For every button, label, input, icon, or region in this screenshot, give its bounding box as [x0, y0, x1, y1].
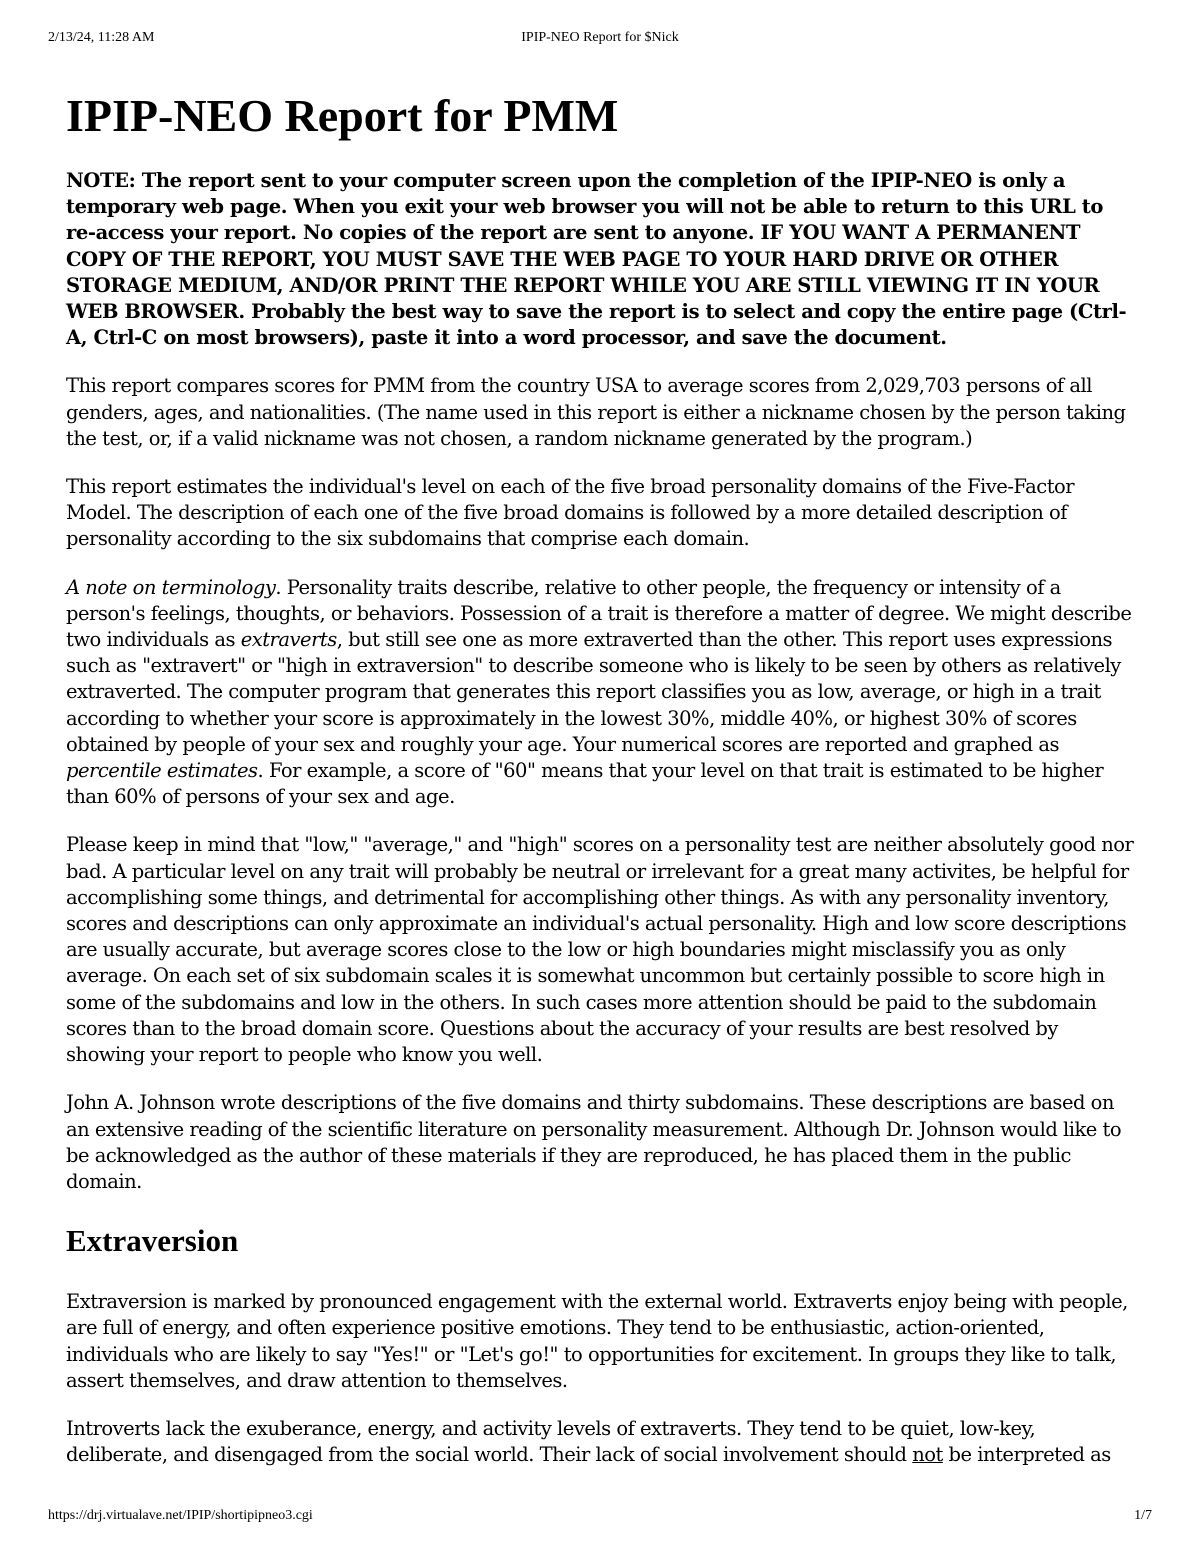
- extraversion-heading: Extraversion: [66, 1223, 239, 1259]
- terminology-text-3: . For example, a score of "60" means that your level on that trait is estimated to be higher than 60% of persons of your sex and age.: [66, 759, 1104, 809]
- print-url: https://drj.virtualave.net/IPIP/shortipipneo3.cgi: [48, 1508, 313, 1523]
- intro-paragraph-2: This report estimates the individual's level on each of the five broad personality domains of the Five-Factor Model. The description of each one of the five broad domains is followed by a more detailed description of personality according to the six subdomains that comprise each domain.: [66, 475, 1075, 551]
- extraversion-text-1: Introverts lack the exuberance, energy, and activity levels of extraverts. They tend to be quiet, low-key, deliberate, and disengaged from the social world. Their lack of social involvement should: [66, 1416, 1036, 1467]
- report-title: IPIP-NEO Report for PMM: [66, 90, 619, 141]
- terminology-text-1: . Personality traits describe, relative to other people, the frequency or intensity of a person's feelings, thoughts, or behaviors. Possession of a trait is therefore a matter of degree. We might describe two individuals as: [66, 575, 1132, 652]
- page-number: 1/7: [1134, 1508, 1152, 1523]
- extraversion-text-2: be interpreted as: [942, 1443, 1111, 1467]
- terminology-emphasis-2: percentile estimates: [66, 759, 258, 783]
- intro-paragraph-1: This report compares scores for PMM from the country USA to average scores from 2,029,703 persons of all genders, ages, and nationalities. (The name used in this report is either a nickname chosen by the person taking the test, or, if a valid nickname was not chosen, a random nickname generated by the program.): [66, 374, 1126, 450]
- save-report-note: NOTE: The report sent to your computer screen upon the completion of the IPIP-NEO is only a temporary web page. When you exit your web browser you will not be able to return to this URL to re-access your report. No copies of the report are sent to anyone. IF YOU WANT A PERMANENT COPY OF THE REPORT, YOU MUST SAVE THE WEB PAGE TO YOUR HARD DRIVE OR OTHER STORAGE MEDIUM, AND/OR PRINT THE REPORT WHILE YOU ARE STILL VIEWING IT IN YOUR WEB BROWSER. Probably the best way to save the report is to select and copy the entire page (Ctrl-A, Ctrl-C on most browsers), paste it into a word processor, and save the document.: [66, 169, 1127, 350]
- print-date: 2/13/24, 11:28 AM: [48, 30, 155, 45]
- report-content: [66, 88, 1136, 1490]
- print-header: [48, 30, 1152, 50]
- terminology-text-2: , but still see one as more extraverted than the other. This report uses expressions such as "extravert" or "high in extraversion" to describe someone who is likely to be seen by others as relatively extraverted. The computer program that generates this report classifies you as low, average, or high in a trait according to whether your score is approximately in the lowest 30%, middle 40%, or highest 30% of scores obtained by people of your sex and roughly your age. Your numerical scores are reported and graphed as: [66, 628, 1121, 756]
- terminology-lead: A note on terminology: [66, 575, 276, 599]
- extraversion-paragraph-1: Extraversion is marked by pronounced engagement with the external world. Extraverts enjoy being with people, are full of energy, and often experience positive emotions. They tend to be enthusiastic, action-oriented, individuals who are likely to say "Yes!" or "Let's go!" to opportunities for excitement. In groups they like to talk, assert themselves, and draw attention to themselves.: [66, 1290, 1128, 1392]
- terminology-paragraph: [66, 575, 1136, 811]
- underlined-not: not: [912, 1443, 943, 1467]
- terminology-emphasis-1: extraverts: [240, 628, 337, 652]
- extraversion-paragraph-2: [66, 1416, 1136, 1468]
- attribution-paragraph: John A. Johnson wrote descriptions of the five domains and thirty subdomains. These descriptions are based on an extensive reading of the scientific literature on personality measurement. Although Dr. Johnson would like to be acknowledged as the author of these materials if they are reproduced, he has placed them in the public domain.: [66, 1091, 1122, 1193]
- print-page-title: IPIP-NEO Report for $Nick: [521, 30, 679, 45]
- print-footer: [48, 1508, 1152, 1528]
- caveat-paragraph: Please keep in mind that "low," "average," and "high" scores on a personality test are neither absolutely good nor bad. A particular level on any trait will probably be neutral or irrelevant for a great many activites, be helpful for accomplishing some things, and detrimental for accomplishing other things. As with any personality inventory, scores and descriptions can only approximate an individual's actual personality. High and low score descriptions are usually accurate, but average scores close to the low or high boundaries might misclassify you as only average. On each set of six subdomain scales it is somewhat uncommon but certainly possible to score high in some of the subdomains and low in the others. In such cases more attention should be paid to the subdomain scores than to the broad domain score. Questions about the accuracy of your results are best resolved by showing your report to people who know you well.: [66, 833, 1134, 1067]
